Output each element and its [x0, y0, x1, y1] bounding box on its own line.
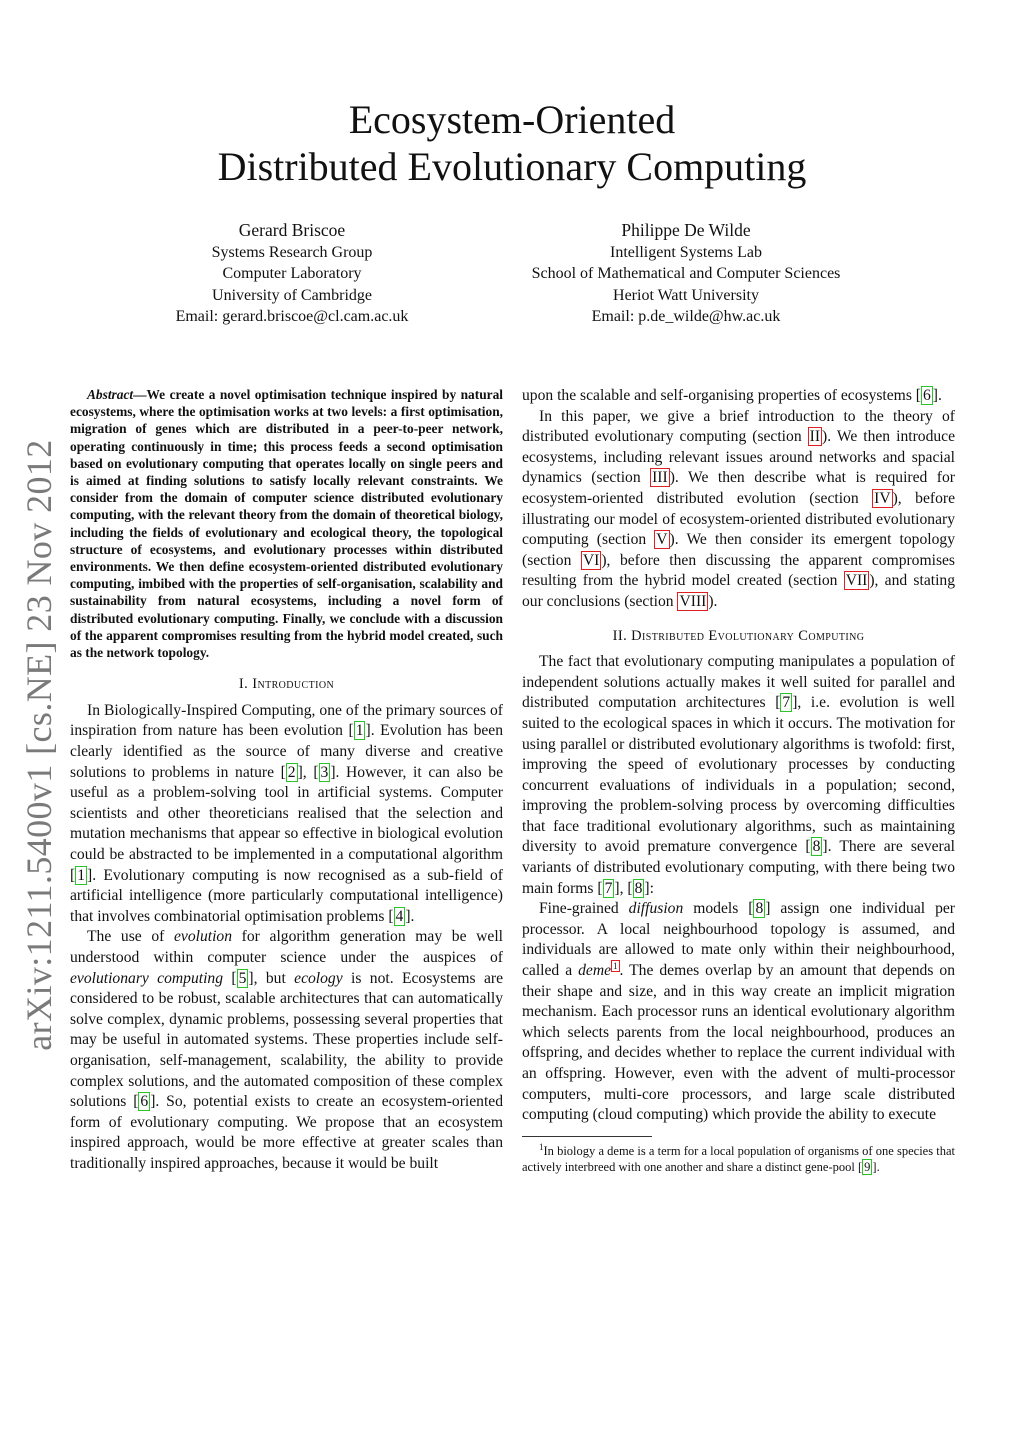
- author-email: Email: p.de_wilde@hw.ac.uk: [591, 308, 781, 326]
- section-title: Introduction: [252, 676, 335, 693]
- author-affiliation: University of Cambridge: [212, 286, 372, 304]
- citation-link[interactable]: 6: [140, 1093, 149, 1111]
- footnote-mark: 1: [539, 1141, 544, 1152]
- citation-link[interactable]: 8: [812, 838, 821, 856]
- footnote-divider: [522, 1136, 652, 1137]
- section-number: II.: [612, 627, 628, 644]
- section-link[interactable]: V: [656, 531, 668, 549]
- author-name: Gerard Briscoe: [238, 220, 346, 240]
- citation-link[interactable]: 6: [922, 387, 931, 404]
- arxiv-stamp-text: arXiv:1211.5400v1 [cs.NE] 23 Nov 2012: [19, 439, 59, 1051]
- citation-link[interactable]: 8: [634, 879, 643, 897]
- citation-link[interactable]: 3: [320, 763, 329, 781]
- abstract-label: Abstract: [87, 387, 134, 402]
- citation-link[interactable]: 8: [755, 900, 764, 918]
- arxiv-stamp: [4, 439, 74, 1051]
- citation-link[interactable]: 1: [355, 722, 364, 740]
- citation-link[interactable]: 7: [604, 879, 613, 897]
- title-line-1: Ecosystem-Oriented: [348, 97, 676, 142]
- intro-paragraph-2-continued: upon the scalable and self-organising properties of ecosystems [ 6 ].: [522, 387, 942, 404]
- footnote: $^1$In biology a deme is a term for a local population of organisms of one species that actively interbreed with one another and share a distinct gene-pool [ 9 ].: [522, 1141, 955, 1174]
- section-link[interactable]: VIII: [679, 592, 707, 610]
- intro-paragraph-2: The use of evolution for algorithm generation may be well understood within computer science under the auspices of evolutionary computing [ 5 ], but ecology is not. Ecosystems are considered to be robust, scalable architectures that can automatically solve complex, dynamic problems, possessing several properties that may be useful in automated systems. These properties include self-organisation, self-management, scalability, the ability to provide complex solutions, and the automated composition of these complex solutions [ 6 ]. So, potential exists to create an ecosystem-oriented form of evolutionary computing. We propose that an ecosystem inspired approach, would be more effective at greater scales than traditionally inspired approaches, because it would be built: [70, 928, 504, 1172]
- footnote-link[interactable]: 1: [613, 960, 618, 971]
- citation-link[interactable]: 4: [395, 907, 404, 925]
- dist-paragraph-2: Fine-grained diffusion models [ 8 ] assign one individual per processor. A local neighbourhood topology is assumed, and individuals are allowed to mate only within their neighbourhood, called a deme $^1$ . The demes overlap by an amount that depends on their shape and size, and in this way create an implicit migration mechanism. Each processor runs an identical evolutionary algorithm which selects parents from the local neighbourhood, produces an offspring, and decides whether to replace the current individual with an offspring. However, even with the advent of multi-processor computers, multi-core processors, and large scale distributed computing (cloud computing) which provide the ability to execute: [522, 900, 956, 1124]
- section-heading-distributed-evolutionary-computing: [522, 626, 955, 647]
- author-email: Email: gerard.briscoe@cl.cam.ac.uk: [175, 308, 409, 326]
- author-affiliation: Intelligent Systems Lab: [610, 244, 762, 261]
- intro-paragraph-3: In this paper, we give a brief introduction to the theory of distributed evolutionary computing (section II ). We then introduce ecosystems, including relevant issues around networks and spacial dynamics (section III ). We then describe what is required for ecosystem-oriented distributed evolution (section IV ), before illustrating our model of ecosystem-oriented distributed evolutionary computing (section V ). We then consider its emergent topology (section VI ), before then discussing the apparent compromises resulting from the hybrid model created (section VII ), and stating our conclusions (section VIII ).: [522, 407, 956, 610]
- abstract-dash: —: [133, 387, 147, 402]
- section-heading-introduction: [70, 674, 503, 695]
- citation-link[interactable]: 7: [782, 694, 791, 712]
- citation-link[interactable]: 1: [77, 866, 85, 884]
- section-title: Distributed Evolutionary Computing: [631, 627, 865, 644]
- author-affiliation: Heriot Watt University: [613, 286, 759, 304]
- abstract: [70, 386, 503, 661]
- intro-paragraph-1: In Biologically-Inspired Computing, one of the primary sources of inspiration from nature has been evolution [ 1 ]. Evolution has been clearly identified as the source of many diverse and creative solutions to problems in nature [ 2 ], [ 3 ]. However, it can also be useful as a problem-solving tool in artificial systems. Computer scientists and other theoreticians realised that the selection and mutation mechanisms that appear so effective in biological evolution could be abstracted to be implemented in a computational algorithm [ 1 ]. Evolutionary computing is now recognised as a sub-field of artificial intelligence (more particularly computational intelligence) that involves combinatorial optimisation problems [ 4 ].: [70, 701, 504, 925]
- right-column: [522, 386, 955, 1175]
- author-affiliation: Systems Research Group: [211, 244, 373, 261]
- section-number: I.: [238, 676, 249, 693]
- author-affiliation: Computer Laboratory: [222, 265, 362, 283]
- title-line-2: Distributed Evolutionary Computing: [217, 144, 807, 189]
- citation-link[interactable]: 2: [287, 763, 296, 781]
- author-block-2: [486, 218, 886, 328]
- citation-link[interactable]: 9: [864, 1159, 871, 1174]
- citation-link[interactable]: 5: [238, 969, 247, 987]
- author-name: Philippe De Wilde: [621, 220, 751, 240]
- left-column: [70, 386, 503, 1175]
- section-link[interactable]: VI: [582, 551, 600, 569]
- section-link[interactable]: VII: [845, 572, 868, 590]
- dist-paragraph-1: The fact that evolutionary computing manipulates a population of independent solutions actually makes it well suited for parallel and distributed computation architectures [ 7 ], i.e. evolution is well suited to the ecological spaces in which it occurs. The motivation for using parallel or distributed evolutionary algorithms is twofold: first, improving the speed of evolutionary processes by conducting concurrent evaluations of individuals in a population; second, improving the problem-solving process by overcoming difficulties that face traditional evolutionary algorithms, such as maintaining diversity to avoid premature convergence [ 8 ]. There are several variants of distributed evolutionary computing, with there being two main forms [ 7 ], [ 8 ]:: [522, 653, 956, 897]
- abstract-text: We create a novel optimisation technique inspired by natural ecosystems, where the optimisation works at two levels: a first optimisation, migration of genes which are distributed in a peer-to-peer network, operating continuously in time; this process feeds a second optimisation based on evolutionary computing that operates locally on single peers and is aimed at finding solutions to satisfy locally relevant constraints. We consider from the domain of computer science distributed evolutionary computing, with the relevant theory from the domain of theoretical biology, including the fields of evolutionary and ecological theory, the topological structure of ecosystems, and evolutionary processes within distributed environments. We then define ecosystem-oriented distributed evolutionary computing, imbibed with the properties of self-organisation, scalability and sustainability from natural ecosystems, including a novel form of distributed evolutionary computing. Finally, we conclude with a discussion of the apparent compromises resulting from the hybrid model created, such as the network topology.: [70, 387, 503, 661]
- paper-title: [0, 96, 1024, 190]
- section-link[interactable]: III: [652, 469, 668, 487]
- section-link[interactable]: II: [809, 428, 821, 446]
- author-block-1: [92, 218, 492, 328]
- author-affiliation: School of Mathematical and Computer Sciences: [531, 265, 841, 283]
- section-link[interactable]: IV: [874, 489, 891, 507]
